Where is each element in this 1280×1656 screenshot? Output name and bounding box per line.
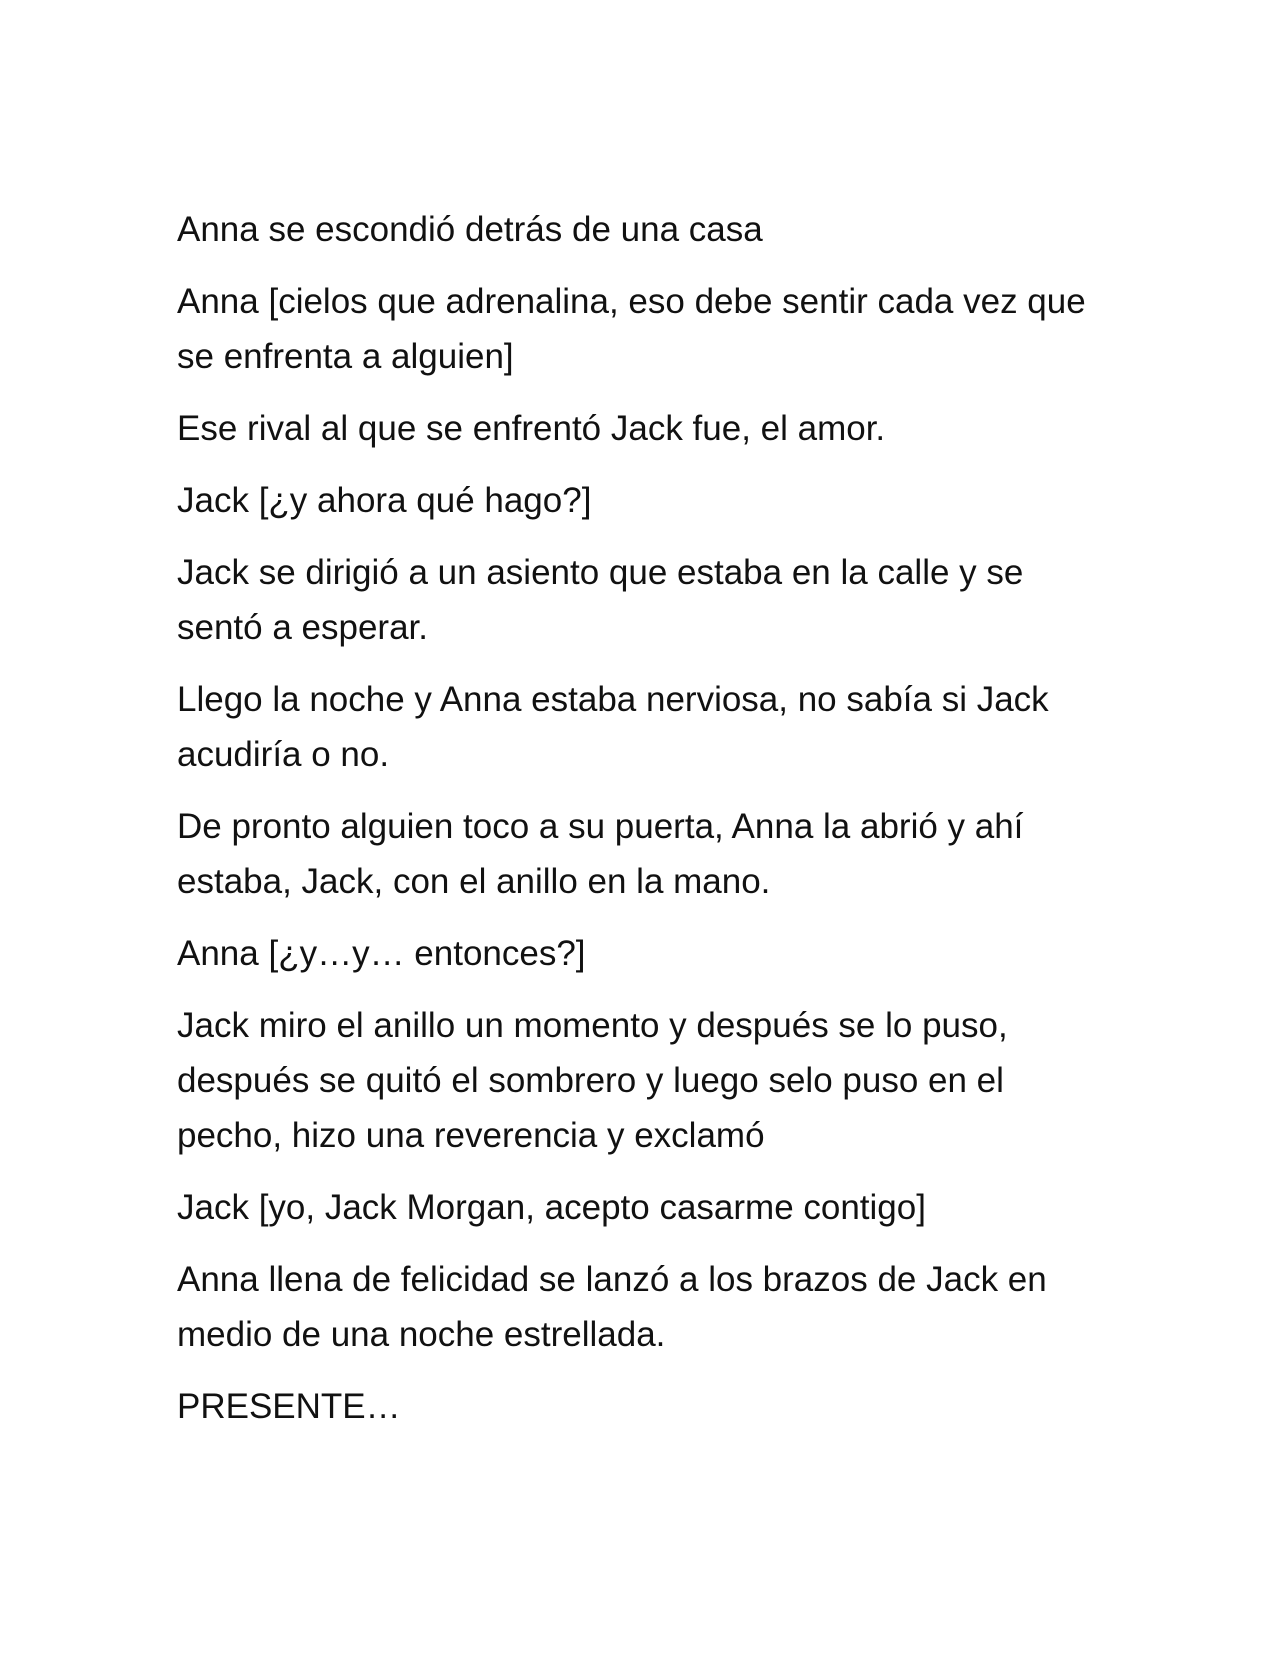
paragraph-12: PRESENTE… — [177, 1387, 401, 1426]
paragraph-8: Anna [¿y…y… entonces?] — [177, 934, 586, 973]
story-text — [177, 202, 1117, 1451]
paragraph-10: Jack [yo, Jack Morgan, acepto casarme contigo] — [177, 1188, 926, 1227]
paragraph-11: Anna llena de felicidad se lanzó a los brazos de Jack en medio de una noche estrellada. — [177, 1260, 1047, 1354]
paragraph-5: Jack se dirigió a un asiento que estaba en la calle y se sentó a esperar. — [177, 553, 1024, 647]
paragraph-7: De pronto alguien toco a su puerta, Anna la abrió y ahí estaba, Jack, con el anillo en la mano. — [177, 807, 1024, 901]
paragraph-6: Llego la noche y Anna estaba nerviosa, no sabía si Jack acudiría o no. — [177, 680, 1049, 774]
paragraph-1: Anna se escondió detrás de una casa — [177, 210, 763, 249]
paragraph-4: Jack [¿y ahora qué hago?] — [177, 481, 592, 520]
paragraph-3: Ese rival al que se enfrentó Jack fue, el amor. — [177, 409, 886, 448]
paragraph-2: Anna [cielos que adrenalina, eso debe sentir cada vez que se enfrenta a alguien] — [177, 282, 1086, 376]
paragraph-9: Jack miro el anillo un momento y después se lo puso, después se quitó el sombrero y luego selo puso en el pecho, hizo una reverencia y exclamó — [177, 1006, 1008, 1155]
